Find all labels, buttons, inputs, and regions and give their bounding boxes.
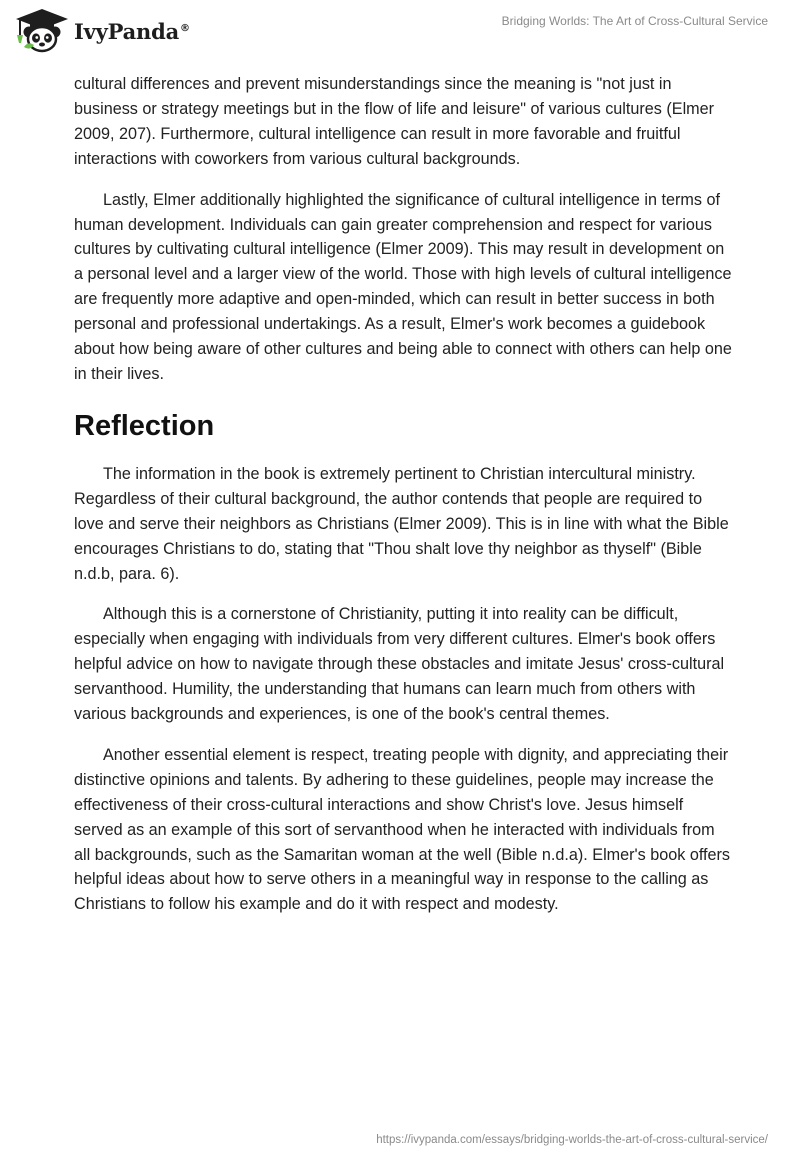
panda-graduation-icon xyxy=(14,7,70,53)
running-title: Bridging Worlds: The Art of Cross-Cultural Service xyxy=(501,14,768,28)
paragraph: Lastly, Elmer additionally highlighted the significance of cultural intelligence in terms of human development. Individuals can gain greater comprehension and respect for various cultures by cultivating cultural intelligence (Elmer 2009). This may result in development on a personal level and a larger view of the world. Those with high levels of cultural intelligence are frequently more adaptive and open-minded, which can result in better success in both personal and professional undertakings. As a result, Elmer's work becomes a guidebook about how being aware of other cultures and being able to connect with others can help one in their lives. xyxy=(74,190,732,383)
ivypanda-logo[interactable] xyxy=(14,7,190,53)
source-url[interactable]: https://ivypanda.com/essays/bridging-worlds-the-art-of-cross-cultural-service/ xyxy=(376,1134,768,1146)
essay-body xyxy=(74,72,734,933)
paragraph: cultural differences and prevent misunderstandings since the meaning is "not just in business or strategy meetings but in the flow of life and leisure" of various cultures (Elmer 2009, 207). Furthermore, cultural intelligence can result in more favorable and fruitful interactions with coworkers from various cultural backgrounds. xyxy=(74,75,715,168)
paragraph: Another essential element is respect, treating people with dignity, and appreciating their distinctive opinions and talents. By adhering to these guidelines, people may increase the effectiveness of their cross-cultural interactions and show Christ's love. Jesus himself served as an example of this sort of servanthood when he interacted with individuals from all backgrounds, such as the Samaritan woman at the well (Bible n.d.a). Elmer's book offers helpful ideas about how to serve others in a meaningful way in response to the calling as Christians to follow his example and do it with respect and modesty. xyxy=(74,745,731,914)
page-header xyxy=(0,0,800,62)
paragraph: The information in the book is extremely pertinent to Christian intercultural ministry. Regardless of their cultural background, the author contends that people are required to love and serve their neighbors as Christians (Elmer 2009). This is in line with what the Bible encourages Christians to do, stating that "Thou shalt love thy neighbor as thyself" (Bible n.d.b, para. 6). xyxy=(74,464,729,583)
logo-wordmark: IvyPanda® xyxy=(74,18,190,44)
section-heading: Reflection xyxy=(74,409,215,442)
paragraph: Although this is a cornerstone of Christianity, putting it into reality can be difficult, especially when engaging with individuals from very different cultures. Elmer's book offers helpful advice on how to navigate through these obstacles and imitate Jesus' cross-cultural servanthood. Humility, the understanding that humans can learn much from others with various backgrounds and experiences, is one of the book's central themes. xyxy=(74,605,725,724)
